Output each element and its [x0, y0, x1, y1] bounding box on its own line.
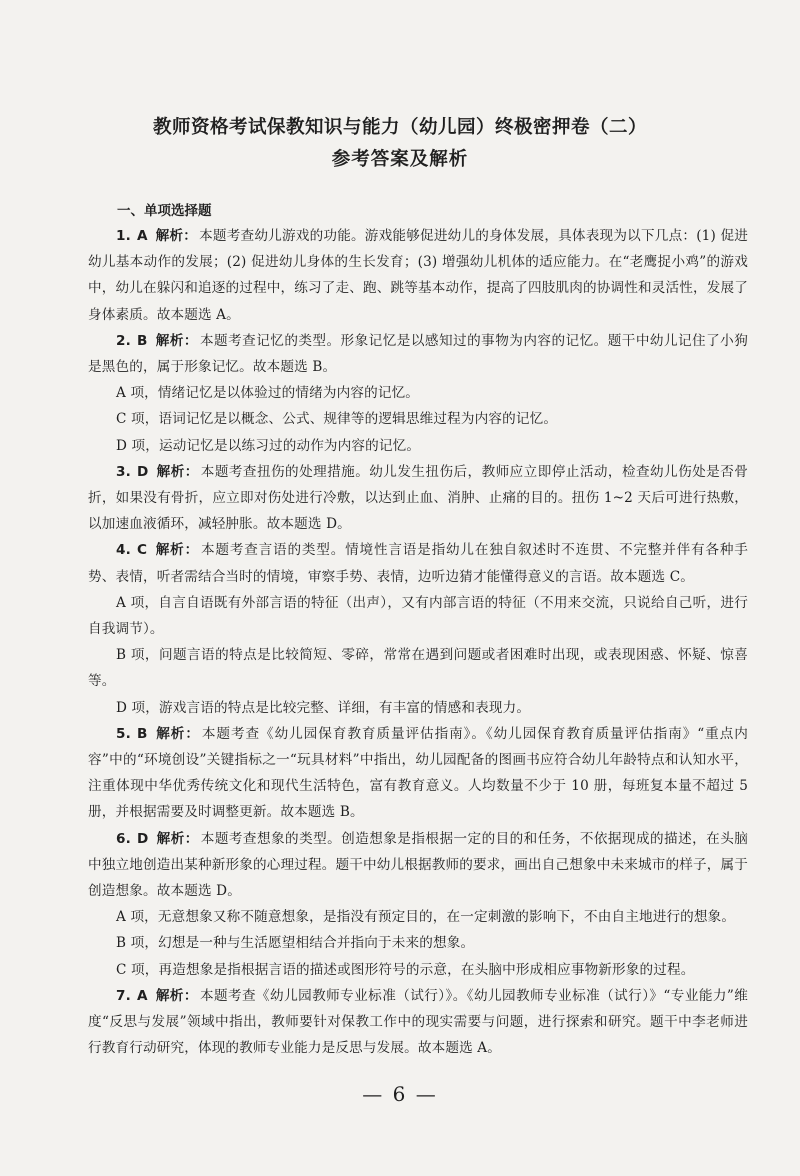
answer-letter: B — [136, 725, 148, 742]
analysis-label: 解析： — [155, 987, 198, 1004]
paragraph-text: 本题考查言语的类型。情境性言语是指幼儿在独自叙述时不连贯、不完整并伴有各种手势、表情，听者需结合当时的情境，审察手势、表情，边听边猜才能懂得意义的言语。故本题选 C。 — [88, 542, 749, 585]
option-note-paragraph — [88, 590, 748, 642]
option-note-paragraph — [88, 695, 748, 721]
question-number: 1. — [116, 228, 131, 244]
paragraph-text: 本题考查记忆的类型。形象记忆是以感知过的事物为内容的记忆。题干中幼儿记住了小狗是黑色的，属于形象记忆。故本题选 B。 — [88, 332, 748, 376]
answer-letter: C — [136, 542, 148, 559]
question-answer-paragraph — [88, 328, 748, 380]
paragraph-text: C 项，再造想象是指根据言语的描述或图形符号的示意，在头脑中形成相应事物新形象的过程。 — [116, 961, 695, 978]
question-number: 6. — [116, 830, 131, 847]
paragraph-text: 本题考查《幼儿园教师专业标准（试行）》。《幼儿园教师专业标准（试行）》“专业能力”维度“反思与发展”领域中指出，教师要针对保教工作中的现实需要与问题，进行探索和研究。题干中李老师进行教育行动研究，体现的教师专业能力是反思与发展。故本题选 A。 — [88, 987, 749, 1057]
page-subtitle: 参考答案及解析 — [331, 149, 469, 170]
question-answer-paragraph — [88, 826, 748, 905]
analysis-label: 解析： — [156, 463, 199, 480]
option-note-paragraph — [88, 406, 748, 432]
answer-letter: A — [136, 228, 148, 244]
paragraph-text: 本题考查扭伤的处理措施。幼儿发生扭伤后，教师应立即停止活动，检查幼儿伤处是否骨折，如果没有骨折，应立即对伤处进行冷敷，以达到止血、消肿、止痛的目的。扭伤 1~2 天后可进行热敷，以加速血液循环，减轻肿胀。故本题选 D。 — [88, 463, 748, 533]
section-heading: 一、单项选择题 — [117, 203, 212, 219]
answer-letter: D — [136, 830, 149, 847]
answer-body — [88, 223, 748, 1062]
question-number: 2. — [116, 332, 131, 349]
answer-letter: B — [136, 332, 148, 349]
option-note-paragraph — [88, 957, 748, 983]
paragraph-text: B 项，问题言语的特点是比较简短、零碎，常常在遇到问题或者困难时出现，或表现困惑、怀疑、惊喜等。 — [88, 647, 748, 690]
analysis-label: 解析： — [155, 725, 200, 742]
analysis-label: 解析： — [156, 830, 199, 847]
question-number: 5. — [116, 725, 131, 742]
analysis-label: 解析： — [155, 228, 198, 244]
paragraph-text: D 项，运动记忆是以练习过的动作为内容的记忆。 — [116, 437, 421, 454]
answer-letter: A — [136, 987, 148, 1004]
question-number: 4. — [116, 542, 131, 559]
question-answer-paragraph — [88, 223, 748, 328]
paragraph-text: 本题考查想象的类型。创造想象是指根据一定的目的和任务，不依据现成的描述，在头脑中独立地创造出某种新形象的心理过程。题干中幼儿根据教师的要求，画出自己想象中未来城市的样子，属于创造想象。故本题选 D。 — [88, 830, 748, 900]
option-note-paragraph — [88, 642, 748, 694]
answer-letter: D — [136, 463, 149, 480]
option-note-paragraph — [88, 930, 748, 956]
analysis-label: 解析： — [155, 332, 198, 349]
option-note-paragraph — [88, 904, 748, 930]
paragraph-text: A 项，自言自语既有外部言语的特征（出声），又有内部言语的特征（不用来交流，只说给自己听，进行自我调节）。 — [88, 594, 748, 638]
question-answer-paragraph — [88, 983, 748, 1062]
paragraph-text: D 项，游戏言语的特点是比较完整、详细，有丰富的情感和表现力。 — [116, 699, 531, 716]
question-number: 7. — [116, 987, 131, 1004]
option-note-paragraph — [88, 433, 748, 459]
paragraph-text: 本题考查《幼儿园保育教育质量评估指南》。《幼儿园保育教育质量评估指南》“重点内容”中的“环境创设”关键指标之一“玩具材料”中指出，幼儿园配备的图画书应符合幼儿年龄特点和认知水平，注重体现中华优秀传统文化和现代生活特色，富有教育意义。人均数量不少于 10 册，每班复本量不超过 5 册，并根据需要及时调整更新。故本题选 B。 — [88, 725, 749, 821]
paragraph-text: C 项，语词记忆是以概念、公式、规律等的逻辑思维过程为内容的记忆。 — [116, 411, 558, 428]
question-answer-paragraph — [88, 537, 748, 589]
paragraph-text: 本题考查幼儿游戏的功能。游戏能够促进幼儿的身体发展，具体表现为以下几点：(1) 促进幼儿基本动作的发展；(2) 促进幼儿身体的生长发育；(3) 增强幼儿机体的适应能力。在“老鹰捉小鸡”的游戏中，幼儿在躲闪和追逐的过程中，练习了走、跑、跳等基本动作，提高了四肢肌肉的协调性和灵活性，发展了身体素质。故本题选 A。 — [88, 228, 749, 323]
page-title: 教师资格考试保教知识与能力（幼儿园）终极密押卷（二） — [152, 117, 647, 138]
question-number: 3. — [116, 463, 131, 480]
paragraph-text: B 项，幻想是一种与生活愿望相结合并指向于未来的想象。 — [116, 935, 475, 952]
question-answer-paragraph — [88, 721, 748, 826]
page-number: — 6 — — [362, 1082, 438, 1106]
question-answer-paragraph — [88, 459, 748, 538]
paragraph-text: A 项，无意想象又称不随意想象，是指没有预定目的，在一定刺激的影响下，不由自主地进行的想象。 — [116, 909, 736, 926]
analysis-label: 解析： — [155, 542, 199, 559]
option-note-paragraph — [88, 380, 748, 406]
paragraph-text: A 项，情绪记忆是以体验过的情绪为内容的记忆。 — [116, 385, 420, 402]
